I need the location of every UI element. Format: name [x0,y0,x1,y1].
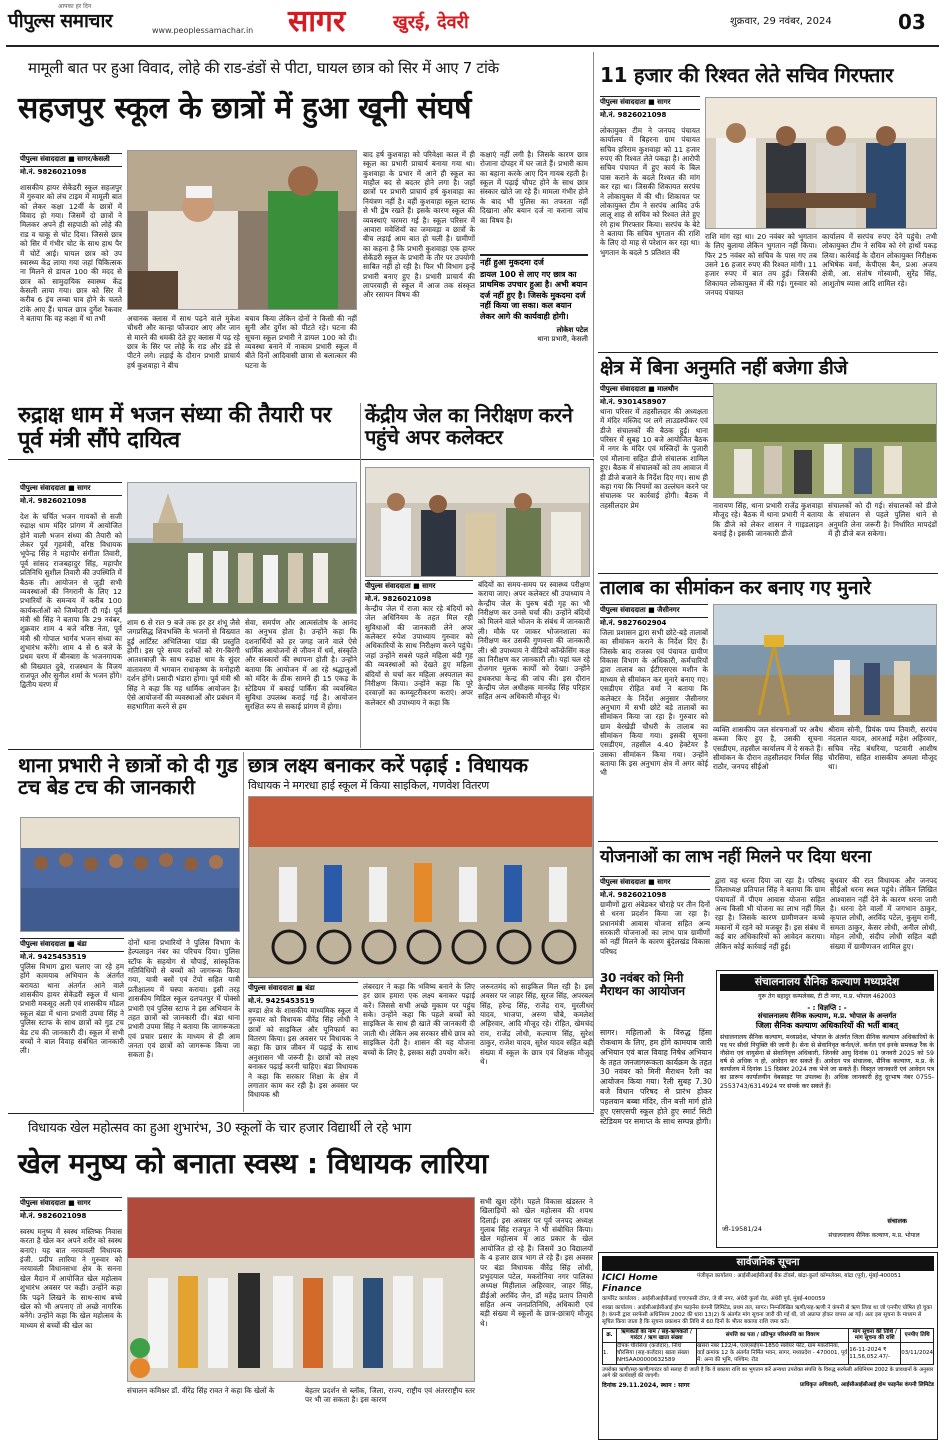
a4-col3: सेवा, समर्पण और आत्मसंतोष के आनंद का अनुभव होता है। उन्होंने कहा कि दशनार्थियों को हर जगह जाने वाले ऐसे धार्मिक आयोजनों से जीवन में धर्म, संस्कृति और संस्कारों की स्थापना होती है। उन्होंने बताया कि आयोजन में आ रहे श्रद्धालुओं को मंदिर के ठीक सामने ही 15 एकड़ के स्टेडियम में बकाई पार्किंग की व्यवस्थित सुविधा उपलब्ध कराई गई है। आयोजन सुरक्षित रूप से सकाई प्रांगण में होगा। [245,618,357,712]
ad-sign-office: संचालनालय सैनिक कल्याण, म.प्र. भोपाल [828,1231,920,1239]
table-row [603,1343,934,1365]
a6-col3: श्रीराम सोनी, प्रियंक पम्प तिवारी, सरपंच नंदलाल यादव, आरआई महेश अहिरवार, सचिव नरेंद्र बंधरिया, पटवारी आशीष चौरसिया, सहित शासकीय अमला मौजूद था। [828,725,937,772]
a4-col1: देश के चर्चित भजन गायकों से सजी रुद्राक्ष धाम मंदिर प्रांगण में आयोजित होने वाली भजन संध्या की तैयारी को लेकर पूर्व गृहमंत्री, वरिष्ठ विधायक भूपेन्द्र सिंह ने महापौर संगीता तिवारी, पूर्व सांसद राजबहादुर सिंह, महापौर प्रतिनिधि सुशील तिवारी की उपस्थिति में बैठक ली। आयोजन से जुड़ी सभी व्यवस्थाओं की निगरानी के लिए 12 प्रभारियों के समन्वय में करीब 100 कार्यकर्ताओं को जिम्मेदारी दी गई। पूर्व मंत्री श्री सिंह ने बताया कि 29 नवंबर, शुक्रवार शाम 4 बजे वरिष्ठ नेता, पूर्व मंत्री श्री गोपाल भार्गव भजन संध्या का शुभारंभ करेंगे। शाम 4 से 6 बजे के प्रथम चरण में बीनबाग़ के भजनगायक श्री विख्यात दुबे, राजस्थान के विजय राजपूत और सुनील शर्मा के भजन होंगे। द्वितीय चरण में [20,512,122,690]
table-header: एनपीए तिथि [901,1328,934,1343]
paper-tagline: आपका हर दिन [58,3,92,10]
a4-headline: रुद्राक्ष धाम में भजन संध्या की तैयारी पर पूर्व मंत्री सौंपे दायित्व [18,403,332,453]
a8-byline [248,982,358,1007]
a11-headline: खेल मनुष्य को बनाता स्वस्थ : विधायक लारिया [18,1147,488,1180]
divider [243,752,244,1112]
issue-date: शुक्रवार, 29 नवंबर, 2024 [730,16,832,27]
a11-byline [20,1197,122,1222]
table-cell: 1. [603,1343,617,1365]
a9-headline: योजनाओं का लाभ नहीं मिलने पर दिया धरना [600,847,871,867]
a3-col2: नारायण सिंह, थाना प्रभारी राजेंद्र कुशवाहा मौजूद रहे। बैठक में थाना प्रभारी ने बताया कि डीजे को लेकर शासन ने गाइडलाइन बनाई है। इसकी जानकारी डीजे [713,501,823,539]
a3-col3: संचालकों को दी गई। संचालकों को डीजे के संचालन से पहले पुलिस थाने से अनुमति लेना जरूरी है। निर्धारित मापदंडों में ही डीजे बज सकेगा। [828,501,937,539]
byline-phone: मो.नं. 9826021098 [20,1211,87,1220]
a11-col3: संचालन कमिश्नर डॉ. वीरेंद्र सिंह रावत ने कहा कि खेलों के [127,1386,275,1395]
ad-code: जी-19581/24 [722,1224,762,1233]
a7-headline: थाना प्रभारी ने छात्रों को दी गुड टच बेड टच की जानकारी [18,753,238,800]
table-cell: 16-11-2024 ₹ 11,56,052.47/- [849,1343,901,1365]
a9-byline [600,876,710,901]
a5-byline [365,580,473,605]
a3-headline: क्षेत्र में बिना अनुमति नहीं बजेगा डीजे [600,357,848,379]
a6-col1: जिला प्रशासन द्वारा सभी छोटे-बड़े तालाबों का सीमांकन कराने के निर्देश दिए हैं। जिसके बाद राजस्व एवं पंचायत ग्रामीण विकास विभाग के अधिकारी, कर्मचारियों द्वारा तालाब का ईटीएसएस मशीन के माध्यम से सीमांकन कर मुनारे बनाए गए। एसडीएम रोहित वर्मा ने बताया कि कलेक्टर के निर्देश अनुसार जैसीनगर अनुभाग में सभी छोटे बड़े तालाबों का सीमांकन किया जा रहा है। गुरुवार को ग्राम बेरखेड़ी चौधरी के तालाब का सीमांकन किया गया। इसकी सूचना एसडीएम, तहसील 4.40 हेक्टेयर है उसका सीमांकन किया गया। उन्होंने बताया कि इस अनुभाग क्षेत्र में अगर कोई भी [600,628,708,778]
divider [598,573,938,574]
a1-photo [127,150,357,310]
quote-title: नहीं हुआ मुकदमा दर्ज [480,258,544,267]
a9-col3: बुधवार की रात विधायक और जनपद सीईओ धरना स्थल पहुंचे। लेकिन लिखित आश्वासन नहीं देने के कारण धरना जारी है। धरना देने वालों में जगभान ठाकुर, कृपाल लोधी, अरविंद पटेल, कुसुम रानी, समता ठाकुर, केसर लोधी, अनील लोधी, मोहन लोधी, संदीप लोधी सहित बड़ी संख्या में ग्रामीणजन शामिल हुए। [830,876,937,951]
website-link[interactable]: www.peoplessamachar.in [152,26,254,35]
byline-phone: मो.नं. 9425453519 [20,952,87,961]
paper-logo [8,10,112,34]
a2-col1: लोकायुक्त टीम ने जनपद पंचायत कार्यालय में बिहरना ग्राम पंचायत सचिव हरिराम कुशवाहा को 11 हजार रुपए की रिश्वत लेते पकड़ा है। आरोपी सचिव पंचायत में हुए कार्य के बिल पास कराने के बदले रिश्वत की मांग कर रहा था। जिसकी शिकायत सरपंच ने लोकायुक्त में की थी। शिकायत पर लोकायुक्त टीम ने सरपंच आविद उर्फ लालू शाह से सचिव को रिश्वत लेते हुए रंगे हाथ गिरफ्तार किया। सरपंच के बेटे ने बताया कि सचिव भुगतान की राशि के लिए दो माह से परेशान कर रहा था। भुगतान के बदले 5 प्रतिशत की [600,126,700,257]
ad-subject2: जिला सैनिक कल्याण अधिकारियों की भर्ती बाबत् [755,1021,899,1031]
lokayukta-arrest-photo [706,98,937,229]
byline-phone: मो.नं. 9827602904 [600,618,667,627]
ad-sign-role: संचालक [887,1216,907,1225]
table-header: क्र. [603,1328,617,1343]
a4-photo [127,482,357,614]
a1-col2: अचानक क्लास में साथ पढ़ने वाले मुकेश चौधरी और कान्हा फौजदार आए और जान से मारने की धमकी देते हुए क्लास में पढ़ रहे छात्र के सिर पर लोहे के राड और डंडे से पीटने लगे। लड़ाई के दौरान प्रभारी प्राचार्य हर्ष कुशवाहा ने बीच [127,314,240,370]
a7-photo [20,817,240,932]
ad-bank-row [602,1273,934,1296]
ad-title: संचालनालय सैनिक कल्याण मध्यप्रदेश [720,974,934,991]
a5-photo [365,467,590,577]
table-cell: खसरा नंबर 122/4, एलएसईएम-1850 स्क्वेयर फीट, ग्राम मकरोनिया, वार्ड क्रमांक 12 के अंतर्गत निर्मित भवन, सागर, मध्यप्रदेश - 470001, पूर्व में: अन्य की भूमि, पश्चिम: रोड [697,1343,848,1363]
notice-table [602,1328,934,1365]
table-header: ऋणकर्ता का नाम / सह-ऋणकर्ता / गारंटर / ऋण खाता संख्या [617,1328,697,1343]
sports-festival-photo [128,1198,475,1382]
ad-body: शाखा कार्यालय : आईसीआईसीआई होम फाइनेंस कंपनी लिमिटेड, प्रथम तल, सागर। निम्नलिखित ऋणी/सह-ऋणी ने कंपनी से ऋण लिया था जो एनपीए घोषित हो चुका है। कंपनी द्वारा सरफेसी अधिनियम 2002 की धारा 13(2) के अंतर्गत मांग सूचना जारी की गई थी, जो अप्राप्त होकर वापस आ गई। अतः इस सूचना के माध्यम से सूचित किया जाता है कि सूचना प्रकाशन की तिथि से 60 दिनों के भीतर बकाया राशि जमा करें। [602,1304,932,1325]
a5-col2: बंदियों का समय-समय पर स्वास्थ्य परीक्षण कराया जाए। अपर कलेक्टर श्री उपाध्याय ने केन्द्रीय जेल के पुरुष बंदी गृह का भी निरीक्षण कर उनसे चर्चा की। उन्होंने बंदियों को मिलने वाले भोजन के संबंध में जानकारी ली। मौके पर जाकर भोजनशाला का निरीक्षण कर उसकी गुणवत्ता की जानकारी ली। श्री उपाध्याय ने वीडियो कॉन्फ्रेंसिंग कक्ष का निरीक्षण कर जानकारी ली। यहां चल रहे रोजगार मूलक कार्यों को देखा। उन्होंने हथकरघा केन्द्र की जांच की। इस दौरान केन्द्रीय जेल अधीक्षक मानवेंद्र सिंह परिहार सहित अन्य अधिकारी मौजूद थे। [478,580,590,702]
divider [8,749,594,750]
ad-head-office: पंजीकृत कार्यालय : आईसीआईसीआई बैंक टॉवर्स, बांद्रा-कुर्ला कॉम्पलेक्स, बांद्रा (पूर्व), मुंबई-400051 [697,1272,902,1279]
byline-phone: मो.नं. 9826021098 [20,496,87,505]
lake-survey-photo [714,605,937,722]
a7-byline [20,938,124,963]
a8-headline: छात्र लक्ष्य बनाकर करें पढ़ाई : विधायक [248,753,528,777]
byline-phone: मो.नं. 9301458907 [600,397,667,406]
a9-col2: द्वारा यह धरना दिया जा रहा है। परिषद जिलाध्यक्ष प्रतिपाल सिंह ने बताया कि ग्राम पंचायतों में पीएम आवास योजना सहित अन्य किसी भी योजना का लाभ नहीं मिल रहा है। जिसके कारण ग्रामीणजन कच्चे मकानों में रहने को मजबूर हैं। इस संबंध में कई बार अधिकारियों को आवेदन कराया। लेकिन कोई कार्रवाई नहीं हुई। [715,876,825,951]
a1-col5: कक्षाएं नहीं लगी है। जिसके कारण छात्र रोजाना दोपहर में घर जाते हैं। प्रभारी काम का बहाना करके आए दिन गायब रहती है। स्कूल में पढ़ाई चौपट होने के साथ छात्र संस्कार खोते जा रहे हैं। मामला गंभीर होने के बाद भी पुलिस का तफरता नहीं दिखाना और बयान दर्ज ना कराना जांच का विषय है। [480,150,588,225]
byline-phone: मो.नं. 9826021098 [20,167,87,176]
a4-byline [20,482,122,507]
byline-reporter: पीपुल्स संवाददाता ■ सागर [600,96,700,110]
a1-headline: सहजपुर स्कूल के छात्रों में हुआ खूनी संघर्ष [18,91,472,126]
edition-name: सागर [288,4,346,39]
masthead [0,0,945,46]
byline-reporter: पीपुल्स संवाददाता ■ सागर [20,1197,122,1211]
a3-col1: थाना परिसर में तहसीलदार की अध्यक्षता में मंदिर मस्जिद पर लगे लाउडस्पीकर एवं डीजे संचालकों की बैठक हुई। थाना परिसर में सुबह 10 बजे आयोजित बैठक में नगर के मंदिर एवं मस्जिदों के पुजारी एवं मौलाना सहित डीजे संचालक शामिल हुए। बैठक में संचालकों को तय आवाज में ही डीजे बजाने के निर्देश दिए गए। साथ ही कहा गया कि नियमों का उल्लंघन करने पर संचालक पर कार्रवाई होगी। बैठक में तहसीलदार प्रेम [600,407,708,510]
bank-logo: ICICI Home Finance [602,1272,658,1294]
ad-sign-row [602,1382,934,1390]
page-number: 03 [898,10,926,34]
a6-headline: तालाब का सीमांकन कर बनाए गए मुनारे [600,577,871,599]
paper-name: पीपुल्स समाचार [8,10,113,32]
a2-photo [705,97,937,229]
ad-title: सार्वजनिक सूचना [602,1256,934,1271]
ad-subject1: संचालनालय सैनिक कल्याण, म.प्र. भोपाल के अन्तर्गत [757,1012,897,1021]
quote-name: लोकेश पटेल [556,325,588,334]
table-cell: 03/11/2024 [901,1343,934,1365]
table-header: संपत्ति का पता / प्रतिभूत परिसंपत्ति का विवरण [697,1328,849,1343]
a1-kicker: मामूली बात पर हुआ विवाद, लोहे की राड-डंडों से पीटा, घायल छात्र को सिर में आए 7 टांके [28,59,499,77]
byline-phone: मो.नं. 9826021098 [600,890,667,899]
divider [360,403,361,748]
a1-col1: शासकीय हायर सेकेंडरी स्कूल सहजपुर में गुरुवार को लंच टाइम में मामूली बात को लेकर कक्षा 12वीं के छात्रों में विवाद हो गया। जिसमें दो छात्रों ने मिलकर अपने ही सहपाठी को लोहे की राड व चाकू से चोट दिया। जिससे छात्र को सिर में गंभीर चोट के साथ हाथ पैर में चोटें आई। घायल छात्र को उप स्वास्थ्य केंद्र लाया गया जहां चिकित्सक ना मिलने से डायल 100 की मदद से छात्र को सामुदायिक स्वास्थ्य केंद्र केसली लाया गया। छात्र को सिर में करीब 6 इंच लम्बा घाव होने के चलते टांके आए हैं। घायल छात्र दुर्गेश रैकवार ने बताया कि वह कक्षा में था तभी [20,183,122,324]
school-students-photo [21,818,240,932]
sub-edition: खुरई, देवरी [393,12,469,33]
icici-notice-ad [598,1252,938,1440]
ad-footer: उपरोक्त ऋणी/सह-ऋणी/गारंटर को सलाह दी जाती है कि वे बकाया राशि का भुगतान करें अन्यथा उपरोक्त संपत्ति के विरुद्ध सरफेसी अधिनियम 2002 के प्रावधानों के अनुसार आगे की कार्यवाही की जाएगी। [602,1366,934,1380]
a2-headline: 11 हजार की रिश्वत लेते सचिव गिरफ्तार [600,63,894,87]
a8-col3: जरूरतमंद को साइकिल मिल रही है। इस अवसर पर जाहर सिंह, सूरज सिंह, अपरबल सिंह, हरेन्द्र सिंह, राजेंद्र राय, मुरलीधर यादव, भाजपा, अरुण चौबे, कमलेश अहिरवार, आदि मौजूद रहे। रोहित, खेमचंद राय, राजेंद्र लोधी, कल्याण सिंह, सुरेश ठाकुर, राजेश यादव, सुरेश यादव सहित बड़ी संख्या में स्कूल के छात्र एवं शिक्षक मौजूद थे। [480,982,593,1066]
a1-byline [20,153,122,178]
table-header: मांग सूचना की तिथि / मांग सूचना की राशि [849,1328,901,1343]
byline-phone: मो.नं. 9826021098 [600,110,667,119]
a11-col4: बेहतर प्रदर्शन से ब्लॉक, जिला, राज्य, राष्ट्रीय एवं अंतरराष्ट्रीय स्तर पर भी जा सकता है। इस कारण [305,1386,475,1405]
a6-col2: व्यक्ति शासकीय जल संरचनाओं पर अवैध कब्जा किए हुए है, उसकी सूचना एसडीएम, तहसील कार्यालय में दे सकते हैं। सीमांकन के दौरान तहसीलदार निर्मल सिंह राठौर, जनपद सीईओ [713,725,823,772]
a3-byline [600,383,715,408]
a2-col2: राशि मांग रहा था। 20 नवंबर को भुगतान के लिए बुलाया लेकिन भुगतान नहीं किया। फिर 25 नवंबर को सचिव के पास गए तब उसने 16 हजार रुपए की रिश्वत मांगी। 11 हजार रुपए में बात तय हुई। जिसकी शिकायत लोकायुक्त में की गई। गुरुवार को जनपद पंचायत [705,232,817,298]
divider [593,752,594,1112]
a5-headline: केंद्रीय जेल का निरीक्षण करने पहुंचे अपर कलेक्टर [365,403,573,450]
ad-body: संचालनालय सैनिक कल्याण, मध्यप्रदेश, भोपाल के अंतर्गत जिला सैनिक कल्याण अधिकारियों के पद पर सीधी नियुक्ति की जानी है। सेना से सेवानिवृत कर्नल/ले. कर्नल एवं इनके समकक्ष रैंक के नौसेना एवं वायुसेना से सेवानिवृत्त अधिकारी, जिनकी आयु दिनांक 01 जनवरी 2025 को 59 वर्ष से अधिक न हो, आवेदन कर सकते हैं। आवेदन पत्र संचालक, सैनिक कल्याण, म.प्र. के कार्यालय में दिनांक 15 दिसंबर 2024 तक भेजे जा सकते हैं। विस्तृत जानकारी एवं आवेदन पत्र का प्रारूप कार्यालयीन वेबसाइट पर उपलब्ध है। अधिक जानकारी हेतु दूरभाष नंबर 0755-2553743/6314924 पर संपर्क कर सकते हैं। [720,1034,934,1090]
byline-phone: मो.नं. 9826021098 [365,594,432,603]
byline-phone: मो.नं. 9425453519 [248,996,315,1005]
divider [598,352,938,353]
cycle-distribution-photo [249,797,593,978]
a8-col1: बण्डा क्षेत्र के शासकीय माध्यमिक स्कूल में गुरुवार को विधायक वीरेंद्र सिंह लोधी ने छात्रों को साइकिल और यूनिफार्म का वितरण किया। इस अवसर पर विधायक ने कहा कि छात्र जीवन में पढ़ाई के साथ अनुशासन भी जरूरी है। छात्रों को लक्ष्य बनाकर पढ़ाई करनी चाहिए। बंडा विधायक ने कहा कि सरकार शिक्षा के क्षेत्र में लगातार काम कर रही है। इस अवसर पर विधायक श्री [248,1006,358,1100]
byline-reporter: पीपुल्स संवाददाता ■ सागर [365,580,473,594]
byline-reporter: पीपुल्स संवाददाता ■ बंडा [20,938,124,952]
a11-col2: सभी खुश रहेंगे। पहले विकास खंडस्तर ने खिलाड़ियों को खेल महोत्सव की शपथ दिलाई। इस अवसर पर पूर्व जनपद अध्यक्ष गुलाब सिंह राजपूत ने भी संबोधित किया। खेल महोत्सव में आठ प्रकार के खेल आयोजित हो रहे हैं। जिसमें 30 विद्यालयों के 4 हजार छात्र भाग ले रहे हैं। इस अवसर पर बंडा विधायक वीरेंद्र सिंह लोधी, प्रभुदयाल पटेल, मकरोनिया नगर पालिका अध्यक्ष मिहीलाल अहिरवार, जाहर सिंह, डीईओ अरविंद जैन, डॉ महेंद्र प्रताप तिवारी सहित अन्य जनप्रतिनिधि, अधिकारी एवं बड़ी संख्या में स्कूलों के छात्र-छात्राएं मौजूद थे। [480,1197,593,1328]
divider [598,841,938,842]
ad-notice-label: - : विज्ञप्ति : - [807,1003,847,1012]
a8-photo [248,796,593,978]
a6-byline [600,604,708,629]
byline-reporter: पीपुल्स संवाददाता ■ सागर [600,876,710,890]
divider [8,459,594,460]
a7-col1: पुलिस विभाग द्वारा चलाए जा रहे हम होंगे कामयाब अभियान के अंतर्गत बरायठा थाना अंतर्गत आने वाले शासकीय हायर सेकेंडरी स्कूल में थाना प्रभारी मकसूद अली एवं शासकीय मॉडल स्कूल बंडा में थाना प्रभारी उपमा सिंह ने पुलिस स्टाफ के साथ छात्रों को गुड टच बेड टच की जानकारी दी। स्कूल में सभी बच्चों ने बाल विवाह संबंधित जानकारी ली। [20,962,124,1056]
ad-signatory: प्राधिकृत अधिकारी, आईसीआईसीआई होम फाइनेंस कंपनी लिमिटेड [799,1382,934,1389]
rudraksh-dham-photo [128,483,357,614]
a11-col1: स्वस्थ मनुष्य में स्वस्थ मस्तिष्क निवास करता है खेल कर अपने शरीर को स्वस्थ बनाएं। यह बात नरयावली विधायक इंजी. प्रदीप लारिया ने गुरुवार को नरयावली विधानसभा क्षेत्र के सनना खेल मैदान में आयोजित खेल महोत्सव शुभारंभ अवसर पर कही। उन्होंने कहा कि पढ़ने लिखने के साथ-साथ बच्चे खेल को भी अपनाए तो अच्छे नागरिक बनेंगे। उन्होंने कहा कि खेल महोत्सव के माध्यम से बच्चों की खेल का [20,1227,122,1330]
a4-col2: शाम 6 से रात 9 बजे तक हर हर शंभू जैसे जगप्रसिद्ध शिवभक्ति के भजनों से विख्यात हुईं आर्टिस्ट अभिलिप्सा पांडा की प्रस्तुति होगी। इस पूरे समय दर्शकों को रंग-बिरंगी आतशबाज़ी के साथ रुद्राक्ष धाम के सुंदर वातावरण में भगवान राधाकृष्ण के मनोहारी दर्शन होंगे। प्रसादी भंडारा होगा। पूर्व मंत्री श्री सिंह ने कहा कि यह धार्मिक आयोजन है। ऐसे आयोजनों की व्यवस्थाओं और प्रबंधन में सहभागिता करने से हम [127,618,240,712]
ad-address: गुरू तेग बहादुर कम्पलेक्स, टी टी नगर, म.प्र. भोपाल 462003 [758,993,896,1001]
quote-role: थाना प्रभारी, केसली [537,334,588,343]
a9-col1: ग्रामीणों द्वारा अंबेडकर चौराहे पर तीन दिनों से धरना प्रदर्शन किया जा रहा है। प्रधानमंत्री आवास योजना सहित अन्य सरकारी योजनाओं का लाभ पात्र ग्रामीणों को नहीं मिलने के कारण बुंदेलखंड विकास परिषद [600,900,710,956]
sainik-kalyan-ad [716,970,938,1248]
byline-reporter: पीपुल्स संवाददाता ■ जैसीनगर [600,604,708,618]
a8-subhead: विधायक ने मगरधा हाई स्कूल में किया साइकिल, गणवेश वितरण [248,779,489,792]
a11-kicker: विधायक खेल महोत्सव का हुआ शुभारंभ, 30 स्कूलों के चार हजार विद्यार्थी ले रहे भाग [28,1121,412,1136]
a11-photo [127,1197,475,1382]
a1-col4: बाद हर्ष कुशवाहा को परिवेक्षा काल में ही स्कूल का प्रभारी प्राचार्य बनाया गया था। कुशवाहा के प्रभार में आने ही स्कूल का माहौल बद से बदतर होने लगा है। जहाँ छात्रों पर प्रभारी प्राचार्य हर्ष कुशवाहा का नियंत्रण नहीं है। वहीं कुशवाहा स्कूल स्टाफ से भी द्वेष रखते हैं। इसके कारण स्कूल की व्यवस्थाएं चरमरा गई है। स्कूल परिसर में आवारा मवेशियों का जमावड़ा व छात्रों के बीच लड़ाई आम बात हो चली है। ग्रामीणों का कहना है कि प्रभारी कुशवाहा एक हायर सेकेंडरी स्कूल के प्रभारी के तौर पर उपयोगी साबित नहीं हो रही है। फिर भी विभाग इन्हें प्रभारी बनाए हुए है। प्रभारी प्राचार्य की लापरवाही से स्कूल में आज तक संस्कृत और रसायन विषय की [363,150,475,300]
byline-reporter: पीपुल्स संवाददाता ■ मालथौन [600,383,715,397]
injured-student-photo [128,151,357,310]
a6-photo [713,604,937,722]
dj-meeting-photo [714,384,937,498]
a2-col3: कार्यालय में सरपंच रुपए देने पहुंचे। तभी लोकायुक्त टीम ने सचिव को रंगे हाथों पकड़ लिया। कार्रवाई के दौरान लोकायुक्त निरीक्षक अभिषेक वर्मा, केपीएस बैन, प्रआ अजय क्षेत्री, आ. संतोष गोस्वामी, सुरेंद्र सिंह, आशुतोष व्यास आदि शामिल रहे। [822,232,937,288]
divider [593,52,594,457]
a10-body: सागर। महिलाओं के विरुद्ध हिंसा रोकथाम के लिए, हम होंगे कामयाब जारी अभियान एवं बाल विवाह निषेध अभियान के तहत जनजागरूकता कार्यक्रम के तहत 30 नवंबर को मिनी मैराथन रैली का आयोजन किया गया। रैली सुबह 7.30 बजे विधान परिषद से प्रारंभ होकर पहलवान बब्बा मंदिर, तीन बत्ती मार्ग होते हुए एसएसपी स्कूल होते हुए स्मार्ट सिटी स्टेडियम पर समाप्त के साथ सम्पन्न होगी। [600,1028,712,1126]
divider [593,460,594,750]
quote-text: डायल 100 से लाए गए छात्र का प्राथमिक उपचार हुआ है। अभी बयान दर्ज नहीं हुए है। जिसके मुकदमा दर्ज नहीं किया जा सका। कल बयान लेकर आगे की कार्यवाही होगी। [480,270,588,321]
table-cell: दीपक चौरसिया (कर्जदार), निधि चौरसिया (सह-कर्जदार) खाता संख्या NHSAA00000632589 [617,1343,697,1365]
masthead-rule [6,45,939,47]
ad-branch: कार्पोरेट कार्यालय : आईसीआईसीआई एचएफसी टॉवर, जे बी नगर, अंधेरी कुर्ला रोड, अंधेरी पूर्व, मुंबई-400059 [602,1296,826,1302]
a3-photo [713,383,937,498]
a5-col1: केन्द्रीय जेल में राजा कार रहे बंदियों को जेल अधिनियम के तहत मिल रही सुविधाओं की जानकारी लेने अपर कलेक्टर रुपेश उपाध्याय गुरुवार को अधिकारियों के साथ निरीक्षण करने पहुंचे। जहां उन्होंने सबसे पहले महिला बंदी गृह की व्यवस्थाओं को देखते हुए महिला बंदियों से चर्चा कर महिला अस्पताल का निरीक्षण किया। उन्होंने कहा कि पूरे दरवाज़ों का कम्प्यूटरीकरण कराएं। अपर कलेक्टर श्री उपाध्याय ने कहा कि [365,604,473,707]
a8-col2: लंबरदार ने कहा कि भविष्य बनाने के लिए हर छात्र हमारा एक लक्ष्य बनाकर पढ़ाई करें। जिससे सभी अच्छे मुकाम पर पहुंच सके। उन्होंने कहा कि पहले बच्चों को साइकिल के साथ ही खाते की जानकारी दी जाती थी। लेकिन अब सरकार सीधे छात्र को साइकिल देती है। शासन की यह योजना बच्चों के लिए है, इसका सही उपयोग करें। [363,982,475,1057]
byline-reporter: पीपुल्स संवाददाता ■ बंडा [248,982,358,996]
byline-reporter: पीपुल्स संवाददाता ■ सागर [20,482,122,496]
jail-inspection-photo [366,468,590,577]
ad-date-place: दिनांक 29.11.2024, स्थान : सागर [602,1382,690,1390]
a7-col2: दोनों थाना प्रभारियों ने पुलिस विभाग के हेल्पलाइन नंबर का परिचय दिया। पुलिस स्टॉफ के सहयोग से चौपाई, सांस्कृतिक गतिविधियों से बच्चों को जागरूक किया गया, यात्री बसों एवं टेंपो सहित यात्री प्रतीक्षालय में चस्पा कराया। इसी तरह शासकीय मिडिल स्कूल दलपतपुर में पोक्सो प्रभारी एवं पुलिस स्टाफ ने इस अभियान के तहत छात्रों को जानकारी दी। बंडा थाना प्रभारी उपमा सिंह ने बताया कि जागरूकता एवं प्रचार प्रसार के माध्यम से ही आम जनता एवं छात्रों को जागरूक किया जा सकता है। [128,938,240,1060]
byline-reporter: पीपुल्स संवाददाता ■ सागर/केसली [20,153,122,167]
divider [8,1113,594,1114]
a2-byline [600,96,700,121]
a1-col3: बचाव किया लेकिन दोनों ने किसी की नहीं सुनी और दुर्गेश को पीटते रहे। घटना की सूचना स्कूल प्रभारी ने डायल 100 को दी। व्यवस्था बनाने में नाकाम प्रभारी स्कूल में बीते दिनों आदिवासी छात्रा से बलात्कार की घटना के [245,314,357,370]
a10-headline: 30 नवंबर को मिनी मैराथन का आयोजन [600,971,685,999]
